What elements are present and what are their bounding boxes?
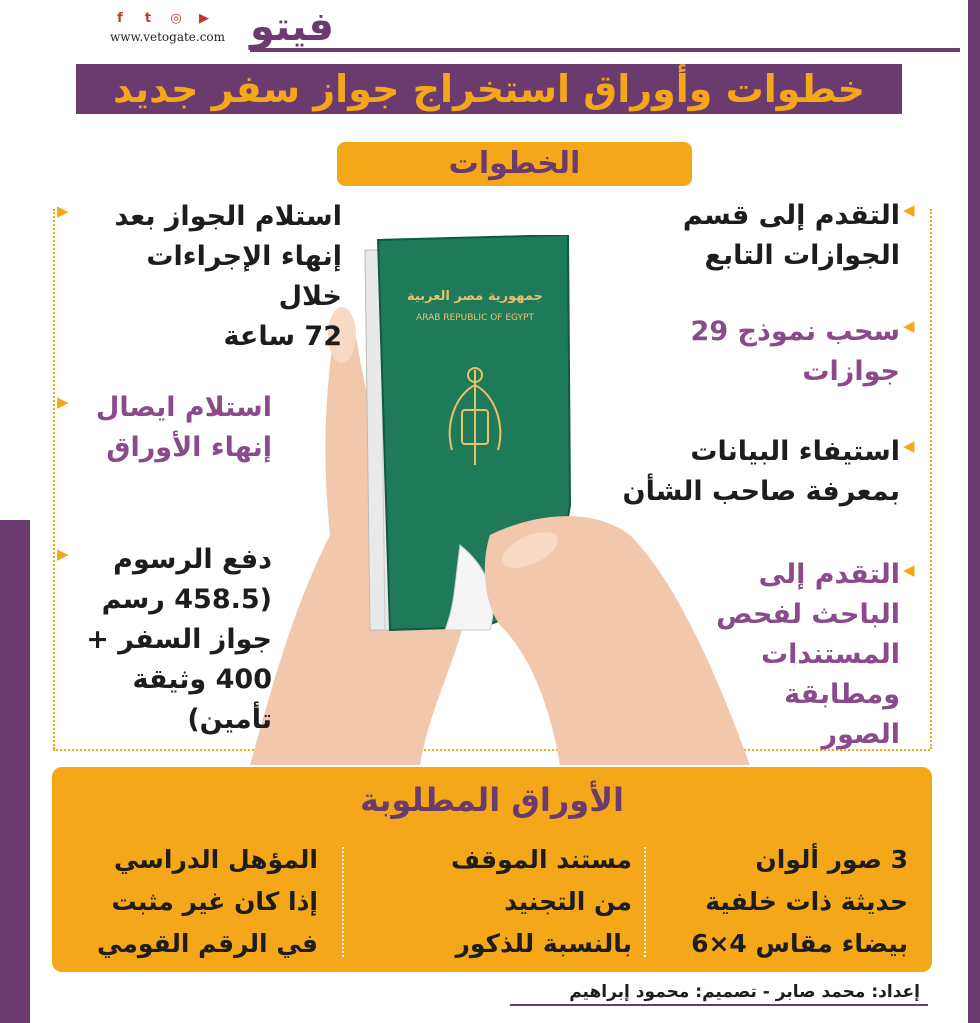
facebook-icon[interactable]: f	[117, 10, 123, 26]
arrow-icon: ◀	[903, 201, 915, 219]
step-right-4: التقدم إلى الباحث لفحص المستندات ومطابقة الصور	[716, 559, 900, 750]
arrow-icon: ◀	[903, 317, 915, 335]
step-left-3: دفع الرسوم (458.5 رسم جواز السفر + 400 وثيقة تأمين)	[86, 544, 272, 735]
youtube-icon[interactable]: ▶	[199, 10, 209, 26]
requirements-divider	[342, 847, 344, 957]
credits: إعداد: محمد صابر - تصميم: محمود إبراهيم	[569, 982, 920, 1002]
arrow-icon: ◀	[903, 437, 915, 455]
requirement-item-3: المؤهل الدراسي إذا كان غير مثبت في الرقم القومي	[97, 845, 318, 958]
step-right-2: سحب نموذج 29 جوازات	[690, 316, 900, 387]
twitter-icon[interactable]: t	[144, 10, 152, 26]
frame-left-bar	[0, 520, 30, 1023]
social-icons	[110, 9, 214, 27]
brand-logo: فيتو	[250, 4, 334, 50]
arrow-icon: ▶	[57, 393, 69, 411]
requirement-item-1: 3 صور ألوان حديثة ذات خلفية بيضاء مقاس 4×6	[691, 845, 908, 958]
dotted-guide-left	[53, 209, 55, 749]
frame-right-bar	[968, 0, 980, 1023]
steps-heading: الخطوات	[337, 142, 692, 186]
instagram-icon[interactable]: ◎	[170, 10, 182, 26]
requirements-divider	[644, 847, 646, 957]
requirements-panel	[52, 767, 932, 972]
step-right-3: استيفاء البيانات بمعرفة صاحب الشأن	[622, 436, 900, 507]
frame-top-line	[250, 48, 960, 52]
requirement-item-2: مستند الموقف من التجنيد بالنسبة للذكور	[450, 845, 632, 958]
site-url[interactable]: www.vetogate.com	[110, 30, 226, 44]
requirements-heading: الأوراق المطلوبة	[360, 781, 624, 819]
step-left-2: استلام ايصال إنهاء الأوراق	[95, 392, 272, 463]
passport-line-1: جمهورية مصر العربية	[407, 289, 543, 304]
dotted-guide-right	[930, 209, 932, 749]
step-left-1: استلام الجواز بعد إنهاء الإجراءات خلال 72 ساعة	[114, 201, 342, 352]
arrow-icon: ▶	[57, 202, 69, 220]
passport-line-2: ARAB REPUBLIC OF EGYPT	[416, 313, 534, 323]
arrow-icon: ◀	[903, 561, 915, 579]
page-title: خطوات وأوراق استخراج جواز سفر جديد	[76, 64, 902, 114]
credits-underline	[510, 1004, 928, 1006]
step-right-1: التقدم إلى قسم الجوازات التابع	[682, 200, 900, 271]
arrow-icon: ▶	[57, 545, 69, 563]
